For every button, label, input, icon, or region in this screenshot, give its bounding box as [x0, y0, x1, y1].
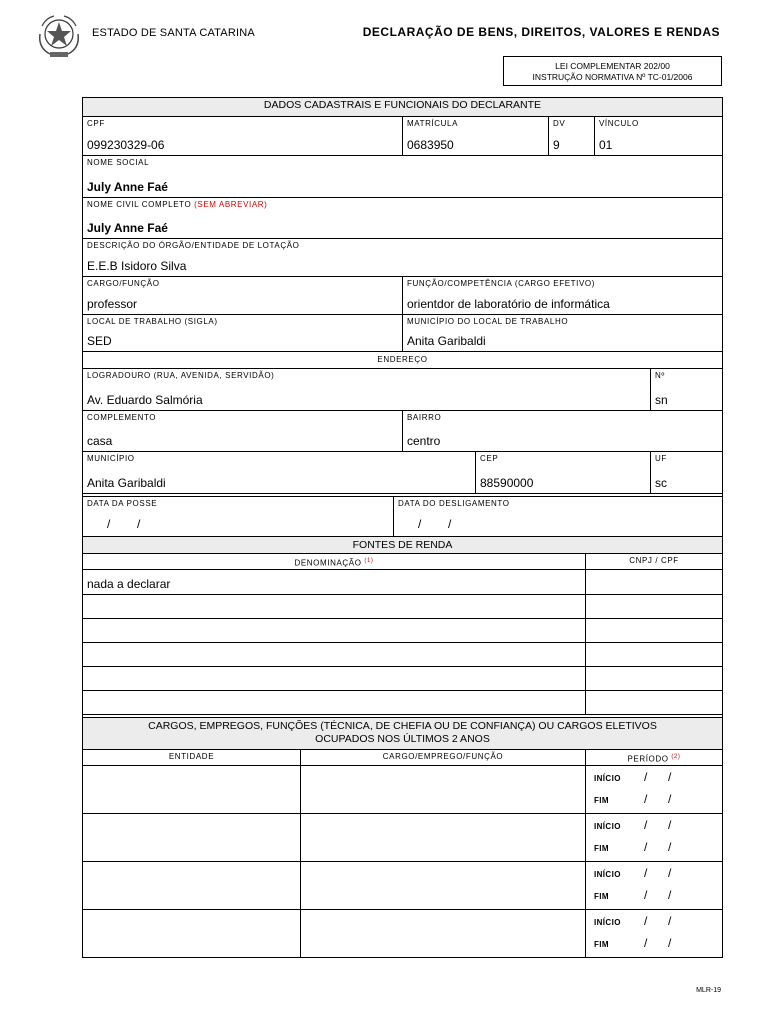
orgao-label: DESCRIÇÃO DO ÓRGÃO/ENTIDADE DE LOTAÇÃO: [87, 241, 300, 250]
income-row: [83, 642, 722, 666]
inicio-slash-2: /: [668, 770, 672, 784]
row-cargo: [83, 276, 722, 314]
section-header-cargos: [83, 717, 722, 749]
uf-cell[interactable]: [650, 452, 722, 493]
vinculo-value: 01: [599, 138, 613, 152]
cargo-periodo-cell[interactable]: [585, 766, 722, 813]
numero-cell[interactable]: [650, 369, 722, 410]
cargo-row: [83, 765, 722, 813]
orgao-value: E.E.B Isidoro Silva: [87, 259, 187, 273]
data-desligamento-cell[interactable]: [393, 497, 722, 536]
income-denominacao-cell[interactable]: [83, 643, 585, 666]
cargo-entidade-cell[interactable]: [83, 910, 300, 957]
income-row: [83, 569, 722, 594]
cargos-title-line-1: CARGOS, EMPREGOS, FUNÇÕES (TÉCNICA, DE CHEFIA OU DE CONFIANÇA) OU CARGOS ELETIVOS: [148, 720, 657, 732]
fim-label: FIM: [594, 844, 609, 853]
fim-slash-1: /: [644, 888, 648, 902]
income-row: [83, 618, 722, 642]
cargo-periodo-cell[interactable]: [585, 814, 722, 861]
income-cnpj-cell[interactable]: [585, 691, 722, 714]
income-denominacao-cell[interactable]: [83, 667, 585, 690]
nome-civil-cell[interactable]: [83, 198, 722, 238]
municipio-cell[interactable]: [83, 452, 475, 493]
nome-social-value: July Anne Faé: [87, 180, 168, 194]
cpf-value: 099230329-06: [87, 138, 165, 152]
cpf-cell[interactable]: [83, 117, 402, 155]
fim-slash-2: /: [668, 840, 672, 854]
numero-value: sn: [655, 393, 668, 407]
fontes-title: FONTES DE RENDA: [352, 539, 453, 551]
periodo-note: (2): [671, 754, 681, 760]
cargo-funcao-cell[interactable]: [300, 862, 585, 909]
fim-slash-2: /: [668, 888, 672, 902]
nome-civil-label-wrap: [87, 200, 267, 209]
inicio-label: INÍCIO: [594, 918, 621, 927]
income-cnpj-cell[interactable]: [585, 570, 722, 594]
income-denominacao-cell[interactable]: [83, 595, 585, 618]
row-cargos-columns: [83, 749, 722, 765]
row-complemento: [83, 410, 722, 451]
local-cell[interactable]: [83, 315, 402, 351]
cargo-periodo-cell[interactable]: [585, 862, 722, 909]
municipio-trabalho-value: Anita Garibaldi: [407, 334, 486, 348]
municipio-label: MUNICÍPIO: [87, 454, 135, 463]
periodo-label: PERÍODO: [627, 754, 669, 764]
cargo-cell[interactable]: [83, 277, 402, 314]
income-denominacao-cell[interactable]: [83, 691, 585, 714]
data-posse-cell[interactable]: [83, 497, 393, 536]
law-line-1: LEI COMPLEMENTAR 202/00: [555, 61, 670, 71]
section-header-fontes: [83, 536, 722, 553]
cep-cell[interactable]: [475, 452, 650, 493]
fim-slash-2: /: [668, 792, 672, 806]
section-title: DADOS CADASTRAIS E FUNCIONAIS DO DECLARANTE: [263, 99, 542, 111]
income-row: [83, 666, 722, 690]
section-header-declarant: [83, 98, 722, 116]
municipio-trabalho-cell[interactable]: [402, 315, 722, 351]
cargo-emprego-header: CARGO/EMPREGO/FUNÇÃO: [300, 750, 585, 765]
funcao-value: orientdor de laboratório de informática: [407, 297, 610, 311]
inicio-slash-1: /: [644, 818, 648, 832]
fim-label: FIM: [594, 940, 609, 949]
row-logradouro: [83, 368, 722, 410]
declaration-form: [82, 97, 723, 958]
data-posse-slash-2: /: [137, 517, 141, 531]
cargo-periodo-cell[interactable]: [585, 910, 722, 957]
nome-social-cell[interactable]: [83, 156, 722, 197]
cargo-funcao-cell[interactable]: [300, 814, 585, 861]
data-desligamento-label: DATA DO DESLIGAMENTO: [398, 499, 510, 508]
uf-value: sc: [655, 476, 667, 490]
cargo-row: [83, 861, 722, 909]
law-line-2: INSTRUÇÃO NORMATIVA Nº TC-01/2006: [532, 72, 693, 82]
local-value: SED: [87, 334, 112, 348]
municipio-value: Anita Garibaldi: [87, 476, 166, 490]
row-nome-social: [83, 155, 722, 197]
income-cnpj-cell[interactable]: [585, 667, 722, 690]
vinculo-cell[interactable]: [594, 117, 722, 155]
complemento-value: casa: [87, 434, 113, 448]
inicio-label: INÍCIO: [594, 822, 621, 831]
state-name: ESTADO DE SANTA CATARINA: [92, 27, 255, 39]
fim-slash-1: /: [644, 792, 648, 806]
row-local-trabalho: [83, 314, 722, 351]
nome-civil-label: NOME CIVIL COMPLETO: [87, 200, 192, 209]
cargo-value: professor: [87, 297, 138, 311]
cpf-label: CPF: [87, 119, 105, 128]
denominacao-label: DENOMINAÇÃO: [294, 558, 362, 568]
cargo-row: [83, 813, 722, 861]
cargo-entidade-cell[interactable]: [83, 766, 300, 813]
complemento-cell[interactable]: [83, 411, 402, 451]
cargos-title-line-2: OCUPADOS NOS ÚLTIMOS 2 ANOS: [315, 733, 490, 745]
income-row: [83, 690, 722, 714]
income-cnpj-cell[interactable]: [585, 619, 722, 642]
spacer: [83, 715, 722, 717]
dv-label: DV: [553, 119, 566, 128]
entidade-header: ENTIDADE: [168, 752, 215, 761]
data-posse-label: DATA DA POSSE: [87, 499, 158, 508]
logradouro-cell[interactable]: [83, 369, 650, 410]
cargo-entidade-cell[interactable]: [83, 862, 300, 909]
numero-label: Nº: [655, 371, 665, 380]
orgao-cell[interactable]: [83, 239, 722, 276]
income-denominacao-cell[interactable]: [83, 619, 585, 642]
matricula-cell[interactable]: [402, 117, 548, 155]
bairro-value: centro: [407, 434, 441, 448]
fim-slash-2: /: [668, 936, 672, 950]
inicio-label: INÍCIO: [594, 774, 621, 783]
inicio-label: INÍCIO: [594, 870, 621, 879]
row-nome-civil: [83, 197, 722, 238]
cargos-title: [83, 720, 722, 749]
spacer: [83, 494, 722, 496]
endereco-title: ENDEREÇO: [377, 355, 428, 364]
income-cnpj-cell[interactable]: [585, 643, 722, 666]
law-reference-box: [503, 56, 722, 86]
dv-cell[interactable]: [548, 117, 594, 155]
matricula-label: MATRÍCULA: [407, 119, 459, 128]
fim-label: FIM: [594, 892, 609, 901]
inicio-slash-1: /: [644, 770, 648, 784]
row-cpf: [83, 116, 722, 155]
income-cnpj-cell[interactable]: [585, 595, 722, 618]
fim-slash-1: /: [644, 840, 648, 854]
cargo-row: [83, 909, 722, 957]
fim-label: FIM: [594, 796, 609, 805]
local-label: LOCAL DE TRABALHO (SIGLA): [87, 317, 218, 326]
data-desligamento-slash-1: /: [418, 517, 422, 531]
inicio-slash-2: /: [668, 914, 672, 928]
document-title: DECLARAÇÃO DE BENS, DIREITOS, VALORES E RENDAS: [362, 25, 720, 39]
uf-label: UF: [655, 454, 667, 463]
inicio-slash-2: /: [668, 818, 672, 832]
income-denominacao-cell[interactable]: [83, 570, 585, 594]
logradouro-value: Av. Eduardo Salmória: [87, 393, 203, 407]
income-row: [83, 594, 722, 618]
dv-value: 9: [553, 138, 560, 152]
data-desligamento-slash-2: /: [448, 517, 452, 531]
row-fontes-columns: [83, 553, 722, 569]
inicio-slash-1: /: [644, 914, 648, 928]
bairro-label: BAIRRO: [407, 413, 442, 422]
cargo-funcao-cell[interactable]: [300, 766, 585, 813]
denominacao-header: [83, 554, 585, 569]
section-header-endereco: [83, 351, 722, 368]
vinculo-label: VÍNCULO: [599, 119, 639, 128]
cargo-funcao-cell[interactable]: [300, 910, 585, 957]
row-orgao: [83, 238, 722, 276]
bairro-cell[interactable]: [402, 411, 722, 451]
cep-label: CEP: [480, 454, 499, 463]
form-code: MLR-19: [696, 987, 721, 994]
state-coat-of-arms: [36, 12, 82, 60]
cep-value: 88590000: [480, 476, 534, 490]
row-municipio: [83, 451, 722, 493]
data-posse-slash-1: /: [107, 517, 111, 531]
nome-social-label: NOME SOCIAL: [87, 158, 150, 167]
logradouro-label: LOGRADOURO (RUA, AVENIDA, SERVIDÃO): [87, 371, 275, 380]
cnpj-header: CNPJ / CPF: [585, 554, 722, 569]
funcao-cell[interactable]: [402, 277, 722, 314]
row-spacer-2: [83, 714, 722, 717]
denominacao-note: (1): [364, 558, 374, 564]
row-datas: [83, 496, 722, 536]
complemento-label: COMPLEMENTO: [87, 413, 157, 422]
nome-civil-note: (SEM ABREVIAR): [194, 200, 268, 209]
nome-civil-value: July Anne Faé: [87, 221, 168, 235]
cargo-entidade-cell[interactable]: [83, 814, 300, 861]
periodo-header: [585, 750, 722, 765]
funcao-label: FUNÇÃO/COMPETÊNCIA (CARGO EFETIVO): [407, 279, 595, 288]
row-spacer: [83, 493, 722, 496]
inicio-slash-1: /: [644, 866, 648, 880]
inicio-slash-2: /: [668, 866, 672, 880]
municipio-trabalho-label: MUNICÍPIO DO LOCAL DE TRABALHO: [407, 317, 569, 326]
income-denominacao-value: nada a declarar: [87, 577, 171, 591]
cargo-label: CARGO/FUNÇÃO: [87, 279, 160, 288]
matricula-value: 0683950: [407, 138, 454, 152]
fim-slash-1: /: [644, 936, 648, 950]
